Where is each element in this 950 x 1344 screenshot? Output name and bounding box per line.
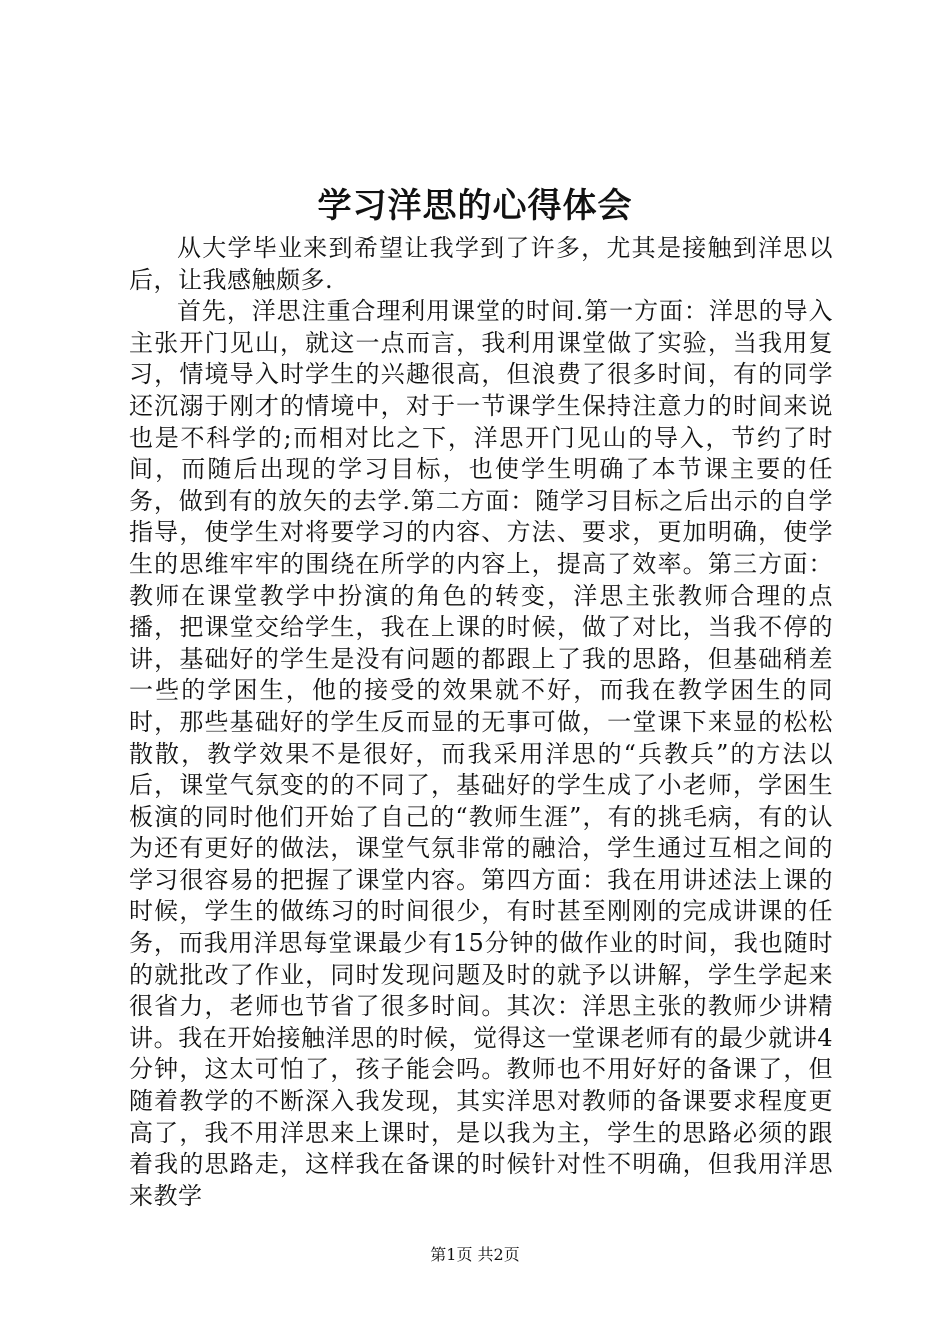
page-number-footer: 第1页 共2页 xyxy=(430,1245,520,1264)
paragraph-main: 首先，洋思注重合理利用课堂的时间.第一方面：洋思的导入主张开门见山，就这一点而言，我利用课堂做了实验，当我用复习，情境导入时学生的兴趣很高，但浪费了很多时间，有的同学还沉溺于刚才的情境中，对于一节课学生保持注意力的时间来说也是不科学的;而相对比之下，洋思开门见山的导入，节约了时间，而随后出现的学习目标，也使学生明确了本节课主要的任务，做到有的放矢的去学.第二方面：随学习目标之后出示的自学指导，使学生对将要学习的内容、方法、要求，更加明确，使学生的思维牢牢的围绕在所学的内容上，提高了效率。第三方面：教师在课堂教学中扮演的角色的转变，洋思主张教师合理的点播，把课堂交给学生，我在上课的时候，做了对比，当我不停的讲，基础好的学生是没有问题的都跟上了我的思路，但基础稍差一些的学困生，他的接受的效果就不好，而我在教学困生的同时，那些基础好的学生反而显的无事可做，一堂课下来显的松松散散，教学效果不是很好，而我采用洋思的“兵教兵”的方法以后，课堂气氛变的的不同了，基础好的学生成了小老师，学困生板演的同时他们开始了自己的“教师生涯”，有的挑毛病，有的认为还有更好的做法，课堂气氛非常的融洽，学生通过互相之间的学习很容易的把握了课堂内容。第四方面：我在用讲述法上课的时候，学生的做练习的时间很少，有时甚至刚刚的完成讲课的任务，而我用洋思每堂课最少有15分钟的做作业的时间，我也随时的就批改了作业，同时发现问题及时的就予以讲解，学生学起来很省力，老师也节省了很多时间。其次：洋思主张的教师少讲精讲。我在开始接触洋思的时候，觉得这一堂课老师有的最少就讲4分钟，这太可怕了，孩子能会吗。教师也不用好好的备课了，但随着教学的不断深入我发现，其实洋思对教师的备课要求程度更高了，我不用洋思来上课时，是以我为主，学生的思路必须的跟着我的思路走，这样我在备课的时候针对性不明确，但我用洋思来教学 xyxy=(129,297,833,1210)
paragraph-intro: 从大学毕业来到希望让我学到了许多，尤其是接触到洋思以后，让我感触颇多. xyxy=(129,234,833,294)
document-body xyxy=(129,233,833,1212)
document-title: 学习洋思的心得体会 xyxy=(317,186,633,226)
